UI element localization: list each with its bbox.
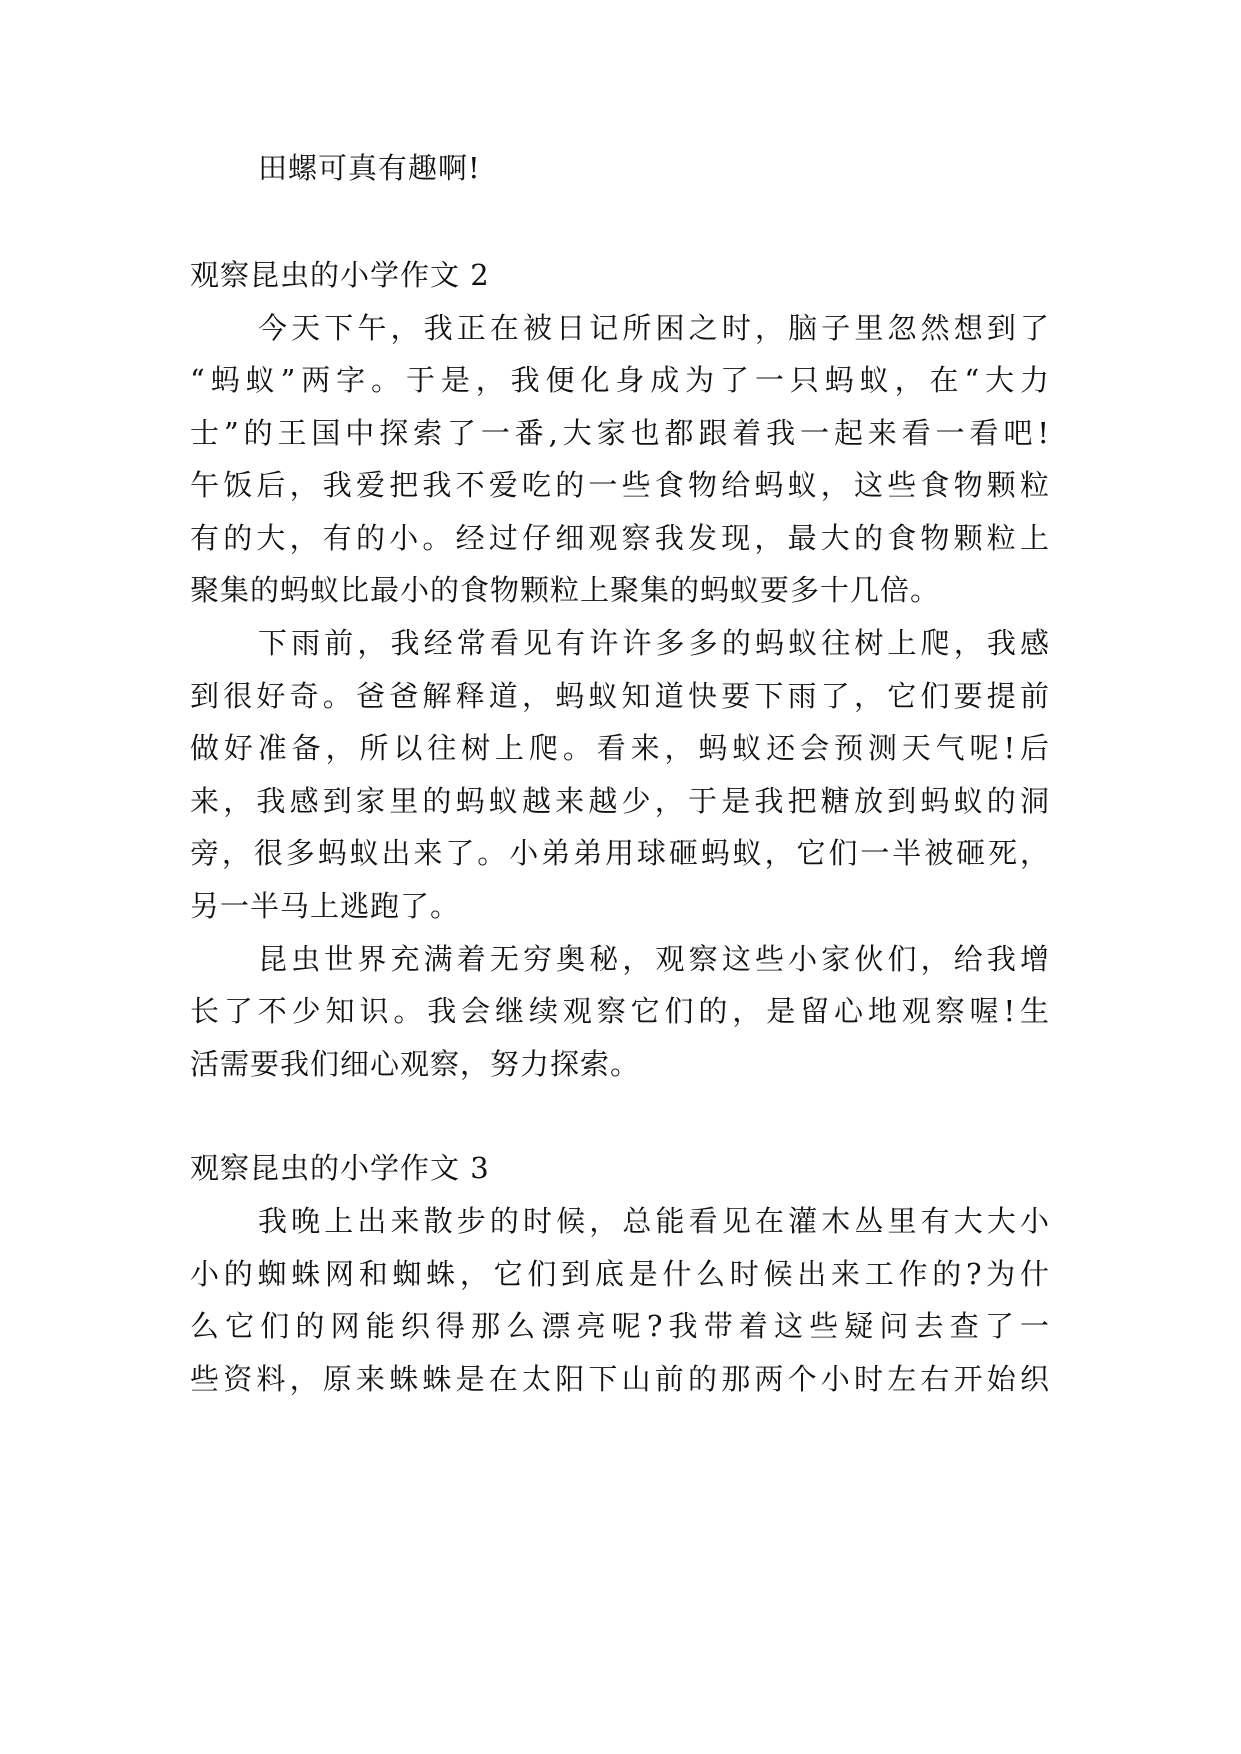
paragraph-line: 旁，很多蚂蚁出来了。小弟弟用球砸蚂蚁，它们一半被砸死， (190, 836, 1050, 870)
paragraph-line: 长了不少知识。我会继续观察它们的，是留心地观察喔!生 (190, 994, 1050, 1028)
paragraph-line: 另一半马上逃跑了。 (190, 889, 461, 923)
paragraph-line: 么它们的网能织得那么漂亮呢?我带着这些疑问去查了一 (190, 1309, 1050, 1343)
essay-3-title: 观察昆虫的小学作文 3 (190, 1151, 490, 1185)
essay-2-title: 观察昆虫的小学作文 2 (190, 258, 490, 292)
paragraph-line: 些资料，原来蛛蛛是在太阳下山前的那两个小时左右开始织 (190, 1362, 1050, 1396)
paragraph-line: 今天下午，我正在被日记所困之时，脑子里忽然想到了 (258, 311, 1050, 345)
paragraph-line: 有的大，有的小。经过仔细观察我发现，最大的食物颗粒上 (190, 521, 1050, 555)
paragraph-line: 活需要我们细心观察，努力探索。 (190, 1047, 641, 1081)
paragraph-line: 到很好奇。爸爸解释道，蚂蚁知道快要下雨了，它们要提前 (190, 679, 1050, 713)
paragraph-line: 田螺可真有趣啊! (258, 151, 481, 185)
paragraph-line: 来，我感到家里的蚂蚁越来越少，于是我把糖放到蚂蚁的洞 (190, 784, 1050, 818)
paragraph-line: 昆虫世界充满着无穷奥秘，观察这些小家伙们，给我增 (258, 942, 1050, 976)
paragraph-line: 士”的王国中探索了一番,大家也都跟着我一起来看一看吧! (190, 416, 1050, 450)
paragraph-line: 聚集的蚂蚁比最小的食物颗粒上聚集的蚂蚁要多十几倍。 (190, 573, 941, 607)
paragraph-line: 午饭后，我爱把我不爱吃的一些食物给蚂蚁，这些食物颗粒 (190, 468, 1050, 502)
paragraph-line: 小的蜘蛛网和蜘蛛，它们到底是什么时候出来工作的?为什 (190, 1257, 1050, 1291)
paragraph-line: “蚂蚁”两字。于是，我便化身成为了一只蚂蚁，在“大力 (190, 363, 1050, 397)
paragraph-line: 我晚上出来散步的时候，总能看见在灌木丛里有大大小 (258, 1204, 1050, 1238)
paragraph-line: 下雨前，我经常看见有许许多多的蚂蚁往树上爬，我感 (258, 626, 1050, 660)
paragraph-line: 做好准备，所以往树上爬。看来，蚂蚁还会预测天气呢!后 (190, 731, 1050, 765)
